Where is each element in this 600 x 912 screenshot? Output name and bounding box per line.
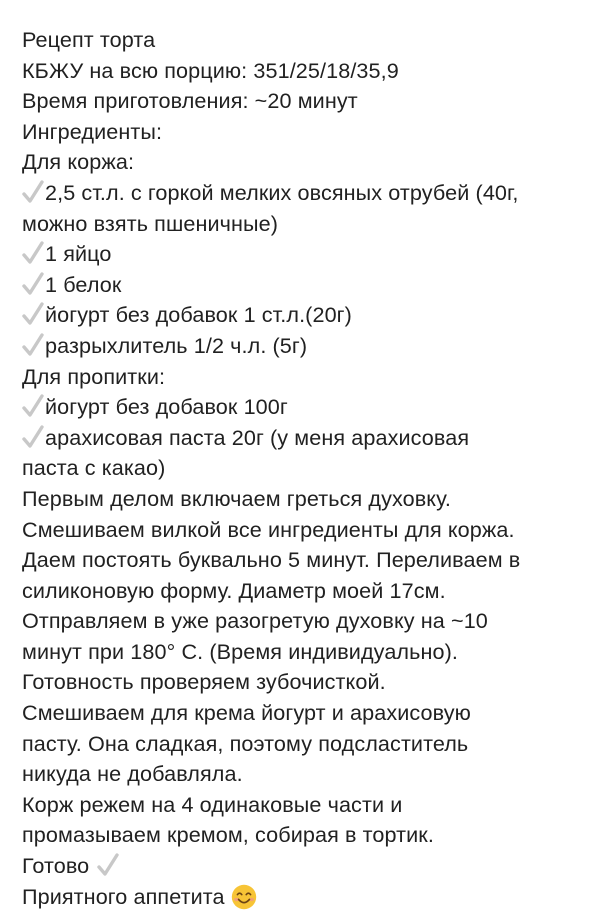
base-item-1-continuation: можно взять пшеничные) [22, 210, 279, 236]
recipe-title: Рецепт торта [22, 27, 156, 52]
list-item [22, 392, 592, 423]
check-mark-icon [22, 393, 44, 419]
step-line: Смешиваем для крема йогурт и арахисовую [22, 700, 471, 726]
ingredients-heading: Ингредиенты: [22, 118, 163, 144]
done-line [22, 851, 592, 882]
step-line: Корж режем на 4 одинаковые части и [22, 791, 403, 817]
check-mark-icon [22, 332, 44, 358]
step-line: Отправляем в уже разогретую духовку на ~10 [22, 608, 488, 634]
step-line: Смешиваем вилкой все ингредиенты для коржа. [22, 516, 515, 542]
list-item [22, 300, 592, 331]
soak-item-2-text: арахисовая паста 20г (у меня арахисовая [45, 424, 470, 450]
soak-heading: Для пропитки: [22, 363, 166, 389]
check-mark-icon [22, 271, 44, 297]
soak-item-2-continuation: паста с какао) [22, 455, 166, 481]
base-item-5-text: разрыхлитель 1/2 ч.л. (5г) [45, 332, 308, 358]
smiling-face-icon [231, 884, 257, 910]
bon-appetit-text: Приятного аппетита [22, 883, 225, 909]
list-item [22, 239, 592, 270]
list-item [22, 270, 592, 301]
base-item-1-text: 2,5 ст.л. с горкой мелких овсяных отрубей (40г, [45, 179, 519, 205]
list-item [22, 178, 592, 209]
cooking-time: Время приготовления: ~20 минут [22, 88, 358, 114]
list-item [22, 331, 592, 362]
kbju-line: КБЖУ на всю порцию: 351/25/18/35,9 [22, 57, 399, 83]
base-item-4-text: йогурт без добавок 1 ст.л.(20г) [45, 302, 352, 328]
recipe-text [22, 25, 592, 912]
step-line: Первым делом включаем греться духовку. [22, 485, 451, 511]
soak-item-1-text: йогурт без добавок 100г [45, 394, 288, 420]
step-line: силиконовую форму. Диаметр моей 17см. [22, 577, 446, 603]
list-item [22, 423, 592, 454]
bon-appetit-line [22, 882, 592, 912]
base-item-3-text: 1 белок [45, 271, 122, 297]
check-mark-icon [22, 179, 44, 205]
base-heading: Для коржа: [22, 149, 135, 175]
check-mark-icon [22, 240, 44, 266]
step-line: Готовность проверяем зубочисткой. [22, 669, 386, 695]
done-text: Готово [22, 853, 90, 879]
check-mark-icon [22, 301, 44, 327]
check-mark-icon [22, 424, 44, 450]
base-item-2-text: 1 яйцо [45, 241, 112, 267]
step-line: пасту. Она сладкая, поэтому подсластитель [22, 730, 469, 756]
check-mark-icon [97, 852, 119, 878]
step-line: промазываем кремом, собирая в тортик. [22, 822, 434, 848]
step-line: никуда не добавляла. [22, 761, 243, 787]
step-line: минут при 180° С. (Время индивидуально). [22, 638, 459, 664]
step-line: Даем постоять буквально 5 минут. Переливаем в [22, 547, 521, 573]
